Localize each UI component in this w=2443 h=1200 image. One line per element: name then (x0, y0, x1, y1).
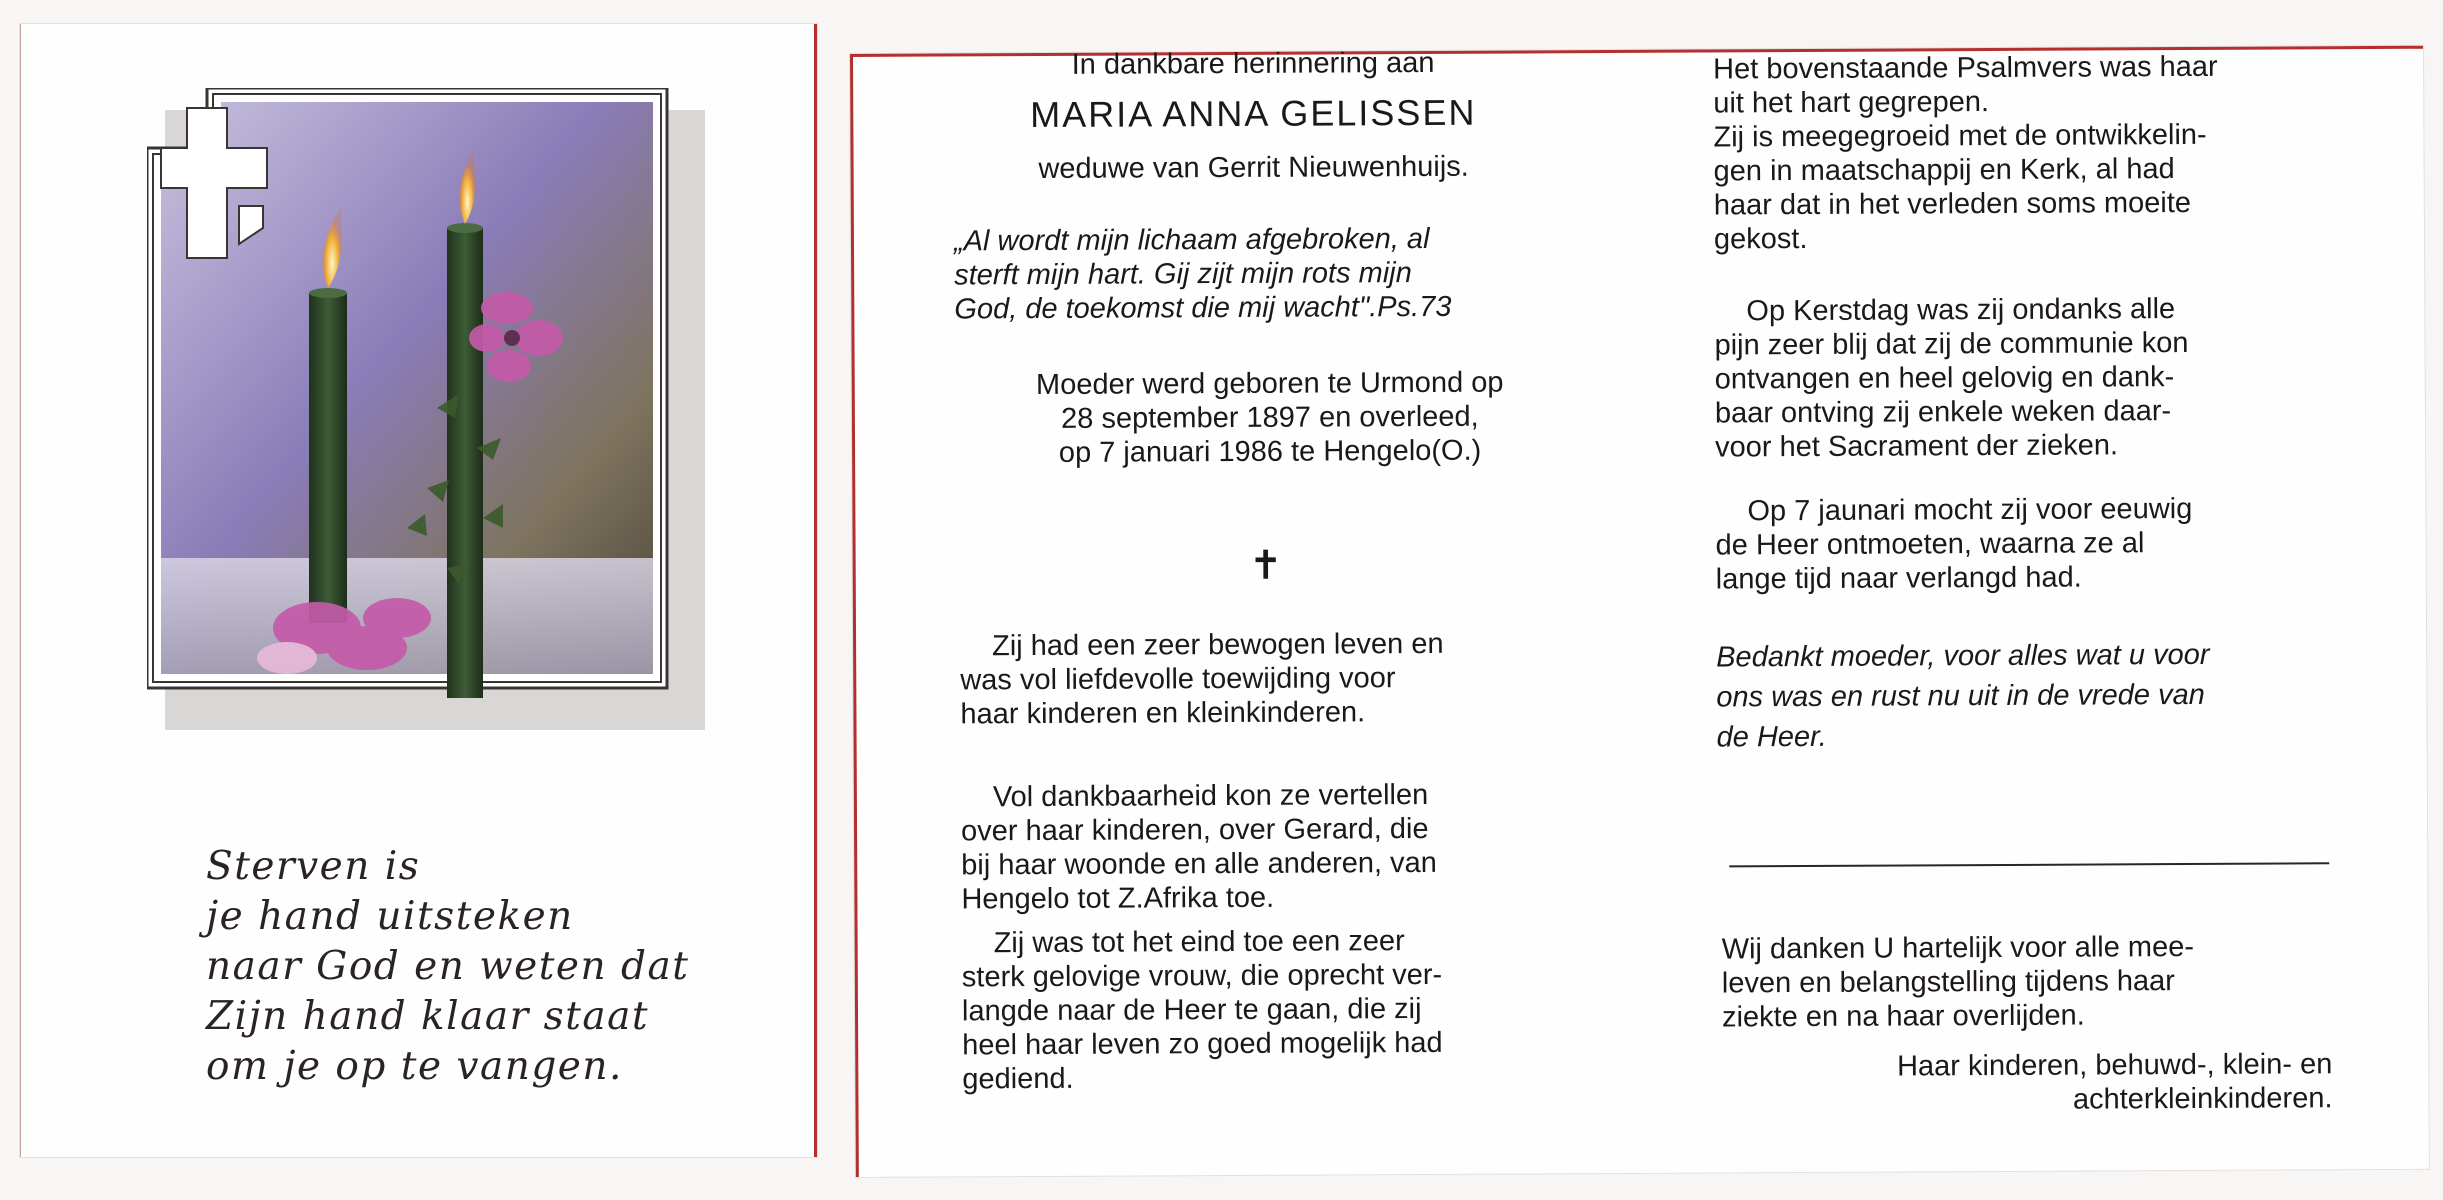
text-line: haar kinderen en kleinkinderen. (960, 696, 1366, 731)
text-line: voor het Sacrament der zieken. (1714, 429, 2119, 464)
paragraph-psalm (1713, 50, 2219, 257)
text-line: haar dat in het verleden soms moeite (1713, 186, 2192, 222)
text-line: lange tijd naar verlangd had. (1715, 561, 2082, 596)
poem-line: naar God en weten dat (206, 944, 690, 989)
text-line: Zij had een zeer bewogen leven en (992, 627, 1444, 663)
text-line: Op Kerstdag was zij ondanks alle (1746, 293, 2176, 328)
text-line: Zij was tot het eind toe een zeer (993, 925, 1405, 960)
poem-line: Zijn hand klaar staat (206, 994, 650, 1039)
birth-line: 28 september 1897 en overleed, (1061, 400, 1479, 435)
birth-line: Moeder werd geboren te Urmond op (1035, 366, 1504, 402)
text-line: baar ontving zij enkele weken daar- (1714, 395, 2172, 430)
text-line: Bedankt moeder, voor alles wat u voor (1716, 638, 2210, 674)
text-line: Het bovenstaande Psalmvers was haar (1713, 50, 2218, 86)
birth-line: op 7 januari 1986 te Hengelo(O.) (1058, 434, 1482, 469)
closing-thanks-italic (1716, 635, 2210, 758)
text-line: Zij is meegegroeid met de ontwikkelin- (1713, 118, 2207, 154)
text-line: achterkleinkinderen. (2072, 1082, 2333, 1116)
text-line: Haar kinderen, behuwd-, klein- en (1896, 1048, 2333, 1083)
text-line: gen in maatschappij en Kerk, al had (1713, 153, 2175, 188)
text-line: ontvangen en heel gelovig en dank- (1714, 361, 2175, 396)
paragraph-faith (962, 924, 1443, 1097)
text-line: de Heer. (1716, 720, 1827, 754)
paragraph-life (960, 627, 1444, 732)
text-line: was vol liefdevolle toewijding voor (960, 662, 1396, 697)
text-line: gediend. (962, 1062, 1074, 1096)
quote-line: „Al wordt mijn lichaam afgebroken, al (953, 222, 1430, 258)
text-line: uit het hart gegrepen. (1713, 86, 1990, 120)
text-line: pijn zeer blij dat zij de communie kon (1714, 326, 2189, 362)
paragraph-passing (1715, 492, 2192, 596)
poem-line: je hand uitsteken (206, 894, 574, 939)
paragraph-gratitude (961, 778, 1437, 916)
paragraph-christmas (1714, 292, 2189, 464)
poem-line: Sterven is (206, 844, 421, 889)
psalm-quote (954, 222, 1515, 327)
text-line: gekost. (1713, 222, 1808, 256)
text-line: de Heer ontmoeten, waarna ze al (1715, 527, 2145, 562)
deceased-name: MARIA ANNA GELISSEN (1030, 91, 1477, 136)
divider (1729, 862, 2329, 867)
quote-line: sterft mijn hart. Gij zijt mijn rots mijn (954, 257, 1412, 292)
text-line: heel haar leven zo goed mogelijk had (962, 1026, 1443, 1062)
text-line: Wij danken U hartelijk voor alle mee- (1721, 930, 2195, 966)
text-line: leven en belangstelling tijdens haar (1721, 965, 2176, 1000)
thanks-paragraph (1722, 930, 2195, 1034)
text-line: bij haar woonde en alle anderen, van (961, 846, 1437, 882)
quote-line: God, de toekomst die mij wacht".Ps.73 (954, 290, 1452, 326)
cross-icon: ✝ (1248, 542, 1283, 589)
memorial-photo (147, 88, 747, 748)
right-card (850, 46, 2429, 1177)
poem-line: om je op te vangen. (206, 1044, 623, 1089)
poem (206, 842, 689, 1092)
birth-death-text (975, 365, 1566, 470)
text-line: ziekte en na haar overlijden. (1721, 999, 2085, 1034)
left-card (20, 24, 817, 1157)
text-line: langde naar de Heer te gaan, die zij (961, 993, 1422, 1028)
header-text: In dankbare herinnering aan (1071, 46, 1435, 81)
family-signoff (1718, 1047, 2332, 1118)
text-line: Vol dankbaarheid kon ze vertellen (992, 778, 1429, 814)
widow-of-text: weduwe van Gerrit Nieuwenhuijs. (1038, 150, 1469, 186)
text-line: ons was en rust nu uit in de vrede van (1716, 678, 2205, 714)
text-line: over haar kinderen, over Gerard, die (960, 812, 1429, 848)
text-line: Hengelo tot Z.Afrika toe. (961, 881, 1275, 916)
text-line: Op 7 jaunari mocht zij voor eeuwig (1747, 492, 2193, 528)
text-line: sterk gelovige vrouw, die oprecht ver- (961, 958, 1443, 994)
